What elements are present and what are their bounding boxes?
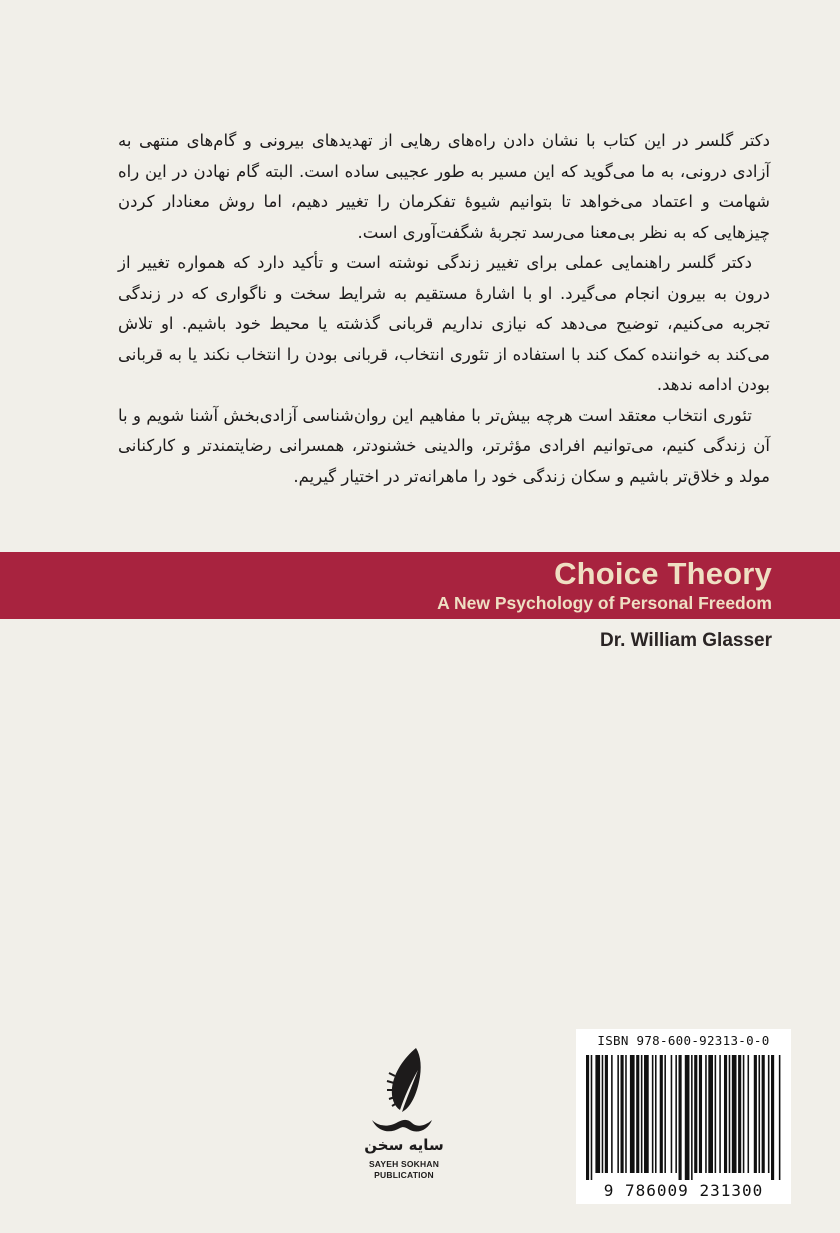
barcode-digits: 9 786009 231300 (603, 1181, 764, 1200)
barcode-bar (595, 1055, 600, 1173)
barcode-bar (691, 1055, 693, 1180)
quill-feather-icon (364, 1046, 444, 1141)
description-paragraph-1: دکتر گلسر در این کتاب با نشان دادن راه‌های رهایی از تهدیدهای بیرونی و گام‌های منتهی به آزادی درونی، به ما می‌گوید که این مسیر به طور عجیبی ساده است. البته گام نهادن در این راه شهامت و اعتماد می‌خواهد تا بتوانیم شیوهٔ تفکرمان را تغییر دهیم، اما روش معنادار کردن چیزهایی که به نظر بی‌معنا می‌رسد تجربهٔ شگفت‌آوری است. (118, 131, 770, 242)
barcode-bar (762, 1055, 765, 1173)
barcode-bar (655, 1055, 657, 1173)
barcode-bar (671, 1055, 673, 1173)
publisher-logo (352, 1046, 472, 1196)
publisher-name-fa: سایه سخن (364, 1136, 444, 1154)
barcode-bar (724, 1055, 727, 1173)
barcode-bars (586, 1055, 782, 1180)
barcode-bar (715, 1055, 717, 1173)
barcode-bar (754, 1055, 757, 1173)
barcode-bar (779, 1055, 781, 1180)
barcode-bar (732, 1055, 737, 1173)
barcode-bar (591, 1055, 593, 1180)
barcode-bar (605, 1055, 608, 1173)
barcode-bar (708, 1055, 713, 1173)
barcode-bar (611, 1055, 613, 1173)
barcode-bar (641, 1055, 643, 1173)
publisher-name-en-line2: PUBLICATION (374, 1170, 434, 1180)
barcode-bar (586, 1055, 589, 1180)
barcode-bar (636, 1055, 639, 1173)
barcode-bar (694, 1055, 697, 1173)
book-subtitle: A New Psychology of Personal Freedom (437, 593, 772, 613)
barcode-bar (748, 1055, 750, 1173)
barcode-bar (652, 1055, 654, 1173)
barcode-bar (625, 1055, 627, 1173)
barcode-bar (660, 1055, 663, 1173)
barcode-bar (699, 1055, 702, 1173)
author-name: Dr. William Glasser (600, 630, 772, 651)
barcode-bar (644, 1055, 649, 1173)
barcode-bar (602, 1055, 604, 1173)
barcode-bar (738, 1055, 741, 1173)
barcode-bar (664, 1055, 666, 1173)
barcode-bar (743, 1055, 745, 1173)
barcode-bar (685, 1055, 690, 1180)
isbn-label: ISBN 978-600-92313-0-0 (597, 1033, 770, 1048)
publisher-name-en-line1: SAYEH SOKHAN (368, 1159, 440, 1169)
barcode-bar (617, 1055, 619, 1173)
barcode-bar (705, 1055, 707, 1173)
barcode-bar (630, 1055, 635, 1173)
description-text (118, 126, 770, 492)
barcode-bar (768, 1055, 770, 1173)
book-title: Choice Theory (554, 556, 772, 591)
barcode-bar (729, 1055, 731, 1173)
barcode-bar (621, 1055, 624, 1173)
barcode-bar (679, 1055, 682, 1180)
description-paragraph-3: تئوری انتخاب معتقد است هرچه بیش‌تر با مفاهیم این روان‌شناسی آزادی‌بخش آشنا شویم و با آن زندگی کنیم، می‌توانیم افرادی مؤثرتر، والدینی خشنودتر، همسرانی رضایتمندتر و کارکنانی مولد و خلاق‌تر باشیم و سکان زندگی خود را ماهرانه‌تر در اختیار گیریم. (118, 405, 770, 486)
barcode-bar (719, 1055, 721, 1173)
barcode-bar (771, 1055, 774, 1180)
description-paragraph-2: دکتر گلسر راهنمایی عملی برای تغییر زندگی نوشته است و تأکید دارد که همواره تغییر از درون به بیرون انجام می‌گیرد. او با اشارهٔ مستقیم به شرایط سخت و ناگواری که در زندگی تجربه می‌کنیم، توضیح می‌دهد که نیازی نداریم قربانی گذشته یا محیط خود باشیم. او تلاش می‌کند به خواننده کمک کند با استفاده از تئوری انتخاب، قربانی بودن را انتخاب نکند یا به قربانی بودن ادامه ندهد. (118, 253, 770, 394)
barcode-bar (758, 1055, 760, 1173)
isbn-barcode (576, 1029, 791, 1204)
title-band (0, 552, 840, 619)
barcode-bar (675, 1055, 677, 1173)
